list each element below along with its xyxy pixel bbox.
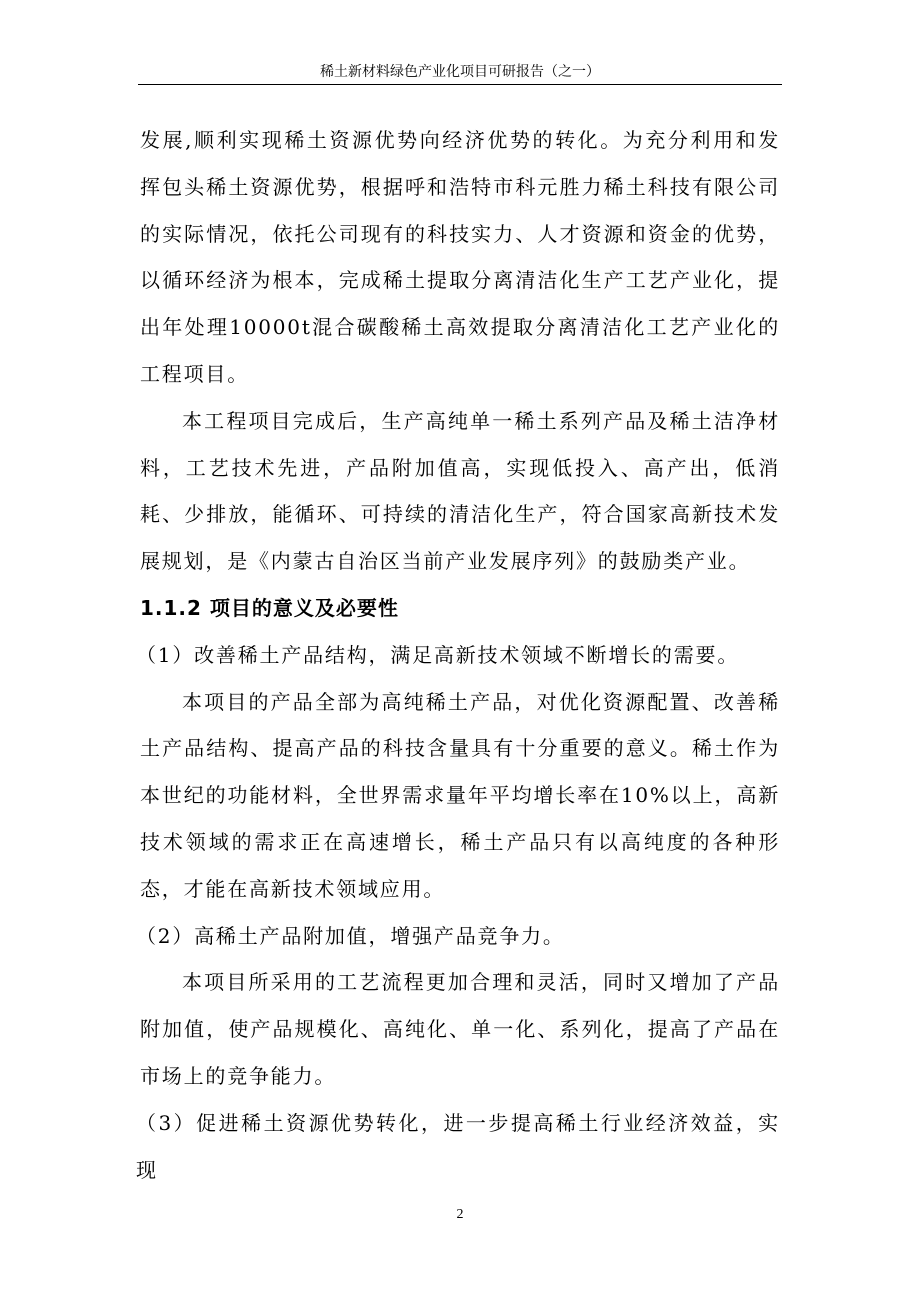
paragraph-project-outcome: 本工程项目完成后，生产高纯单一稀土系列产品及稀土洁净材料，工艺技术先进，产品附加值高，实现低投入、高产出，低消耗、少排放，能循环、可持续的清洁化生产，符合国家高新技术发展规划，是《内蒙古自治区当前产业发展序列》的鼓励类产业。	[140, 408, 780, 574]
page-number: 2	[456, 1207, 464, 1222]
paragraph-added-value: 本项目所采用的工艺流程更加合理和灵活，同时又增加了产品附加值，使产品规模化、高纯化、单一化、系列化，提高了产品在市场上的竞争能力。	[140, 970, 780, 1088]
paragraph-product-structure: 本项目的产品全部为高纯稀土产品，对优化资源配置、改善稀土产品结构、提高产品的科技含量具有十分重要的意义。稀土作为本世纪的功能材料，全世界需求量年平均增长率在10%以上，高新技术领域的需求正在高速增长，稀土产品只有以高纯度的各种形态，才能在高新技术领域应用。	[140, 689, 780, 901]
header-divider	[138, 84, 782, 85]
document-body	[136, 117, 780, 1193]
section-heading: 1.1.2 项目的意义及必要性	[140, 595, 399, 620]
list-item-2: （2）高稀土产品附加值，增强产品竞争力。	[136, 923, 565, 948]
running-header: 稀土新材料绿色产业化项目可研报告（之一）	[320, 64, 600, 80]
list-item-1: （1）改善稀土产品结构，满足高新技术领域不断增长的需要。	[136, 642, 740, 667]
list-item-3: （3）促进稀土资源优势转化，进一步提高稀土行业经济效益，实现	[136, 1110, 780, 1182]
paragraph-project-background: 发展,顺利实现稀土资源优势向经济优势的转化。为充分利用和发挥包头稀土资源优势，根据呼和浩特市科元胜力稀土科技有限公司的实际情况，依托公司现有的科技实力、人才资源和资金的优势，以循环经济为根本，完成稀土提取分离清洁化生产工艺产业化，提出年处理10000t混合碳酸稀土高效提取分离清洁化工艺产业化的工程项目。	[140, 128, 780, 386]
